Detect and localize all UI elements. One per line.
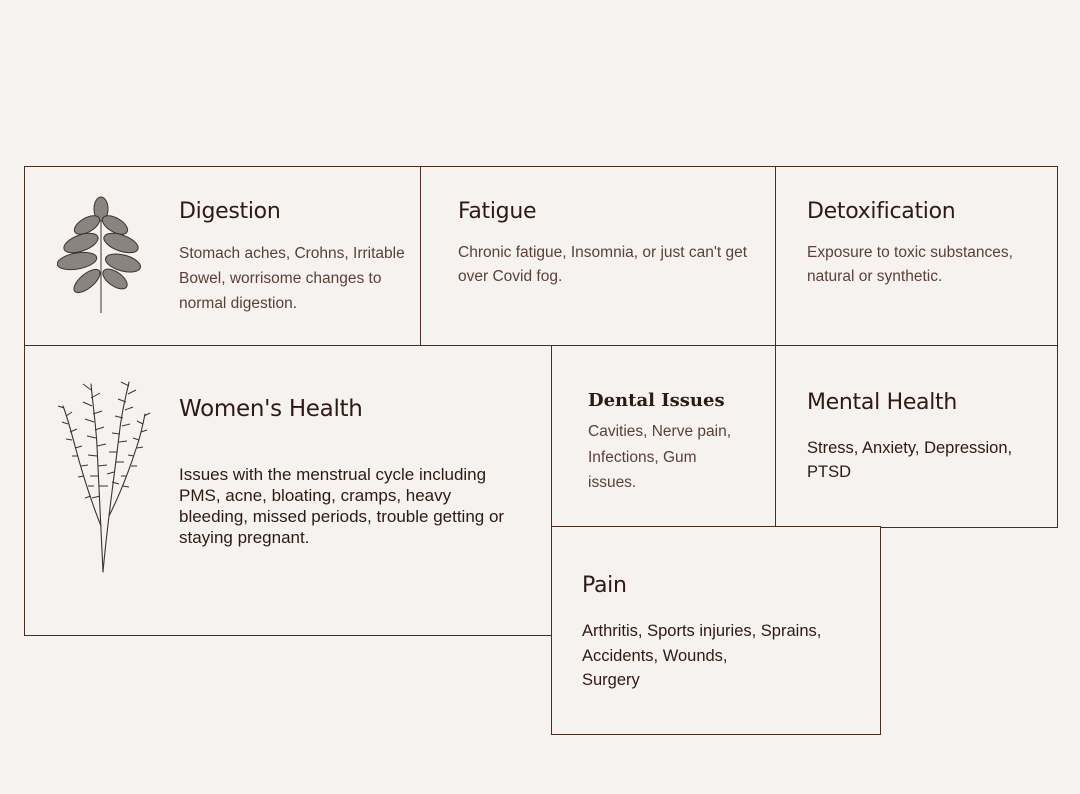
detoxification-title: Detoxification (807, 199, 956, 224)
pain-title: Pain (582, 573, 627, 598)
pain-card (551, 526, 881, 735)
womens-health-description: Issues with the menstrual cycle including PMS, acne, bloating, cramps, heavy bleeding, missed periods, trouble getting or staying pregnant. (179, 465, 505, 547)
rosemary-herb-icon (53, 376, 153, 576)
mental-health-description: Stress, Anxiety, Depression, PTSD (807, 439, 1013, 481)
fatigue-title: Fatigue (458, 199, 537, 224)
fatigue-card (420, 166, 777, 346)
digestion-card (24, 166, 422, 346)
pain-description-line: Arthritis, Sports injuries, Sprains, (582, 622, 822, 640)
digestion-title: Digestion (179, 199, 281, 224)
digestion-description: Stomach aches, Crohns, Irritable Bowel, worrisome changes to normal digestion. (179, 245, 405, 312)
pain-description-line: Accidents, Wounds, (582, 646, 728, 665)
pain-description (582, 619, 872, 693)
mental-health-title: Mental Health (807, 390, 958, 415)
dental-issues-title: Dental Issues (588, 390, 725, 411)
detoxification-card (775, 166, 1058, 346)
womens-health-card (24, 345, 552, 636)
dental-issues-card (551, 345, 777, 528)
fatigue-description: Chronic fatigue, Insomnia, or just can't get over Covid fog. (458, 244, 747, 285)
dental-issues-description: Cavities, Nerve pain, Infections, Gum issues. (588, 423, 732, 491)
pain-description-line: Surgery (582, 671, 640, 689)
detoxification-description: Exposure to toxic substances, natural or synthetic. (807, 244, 1013, 285)
womens-health-title: Women's Health (179, 396, 363, 422)
mental-health-card (775, 345, 1058, 528)
sage-herb-icon (57, 195, 141, 315)
